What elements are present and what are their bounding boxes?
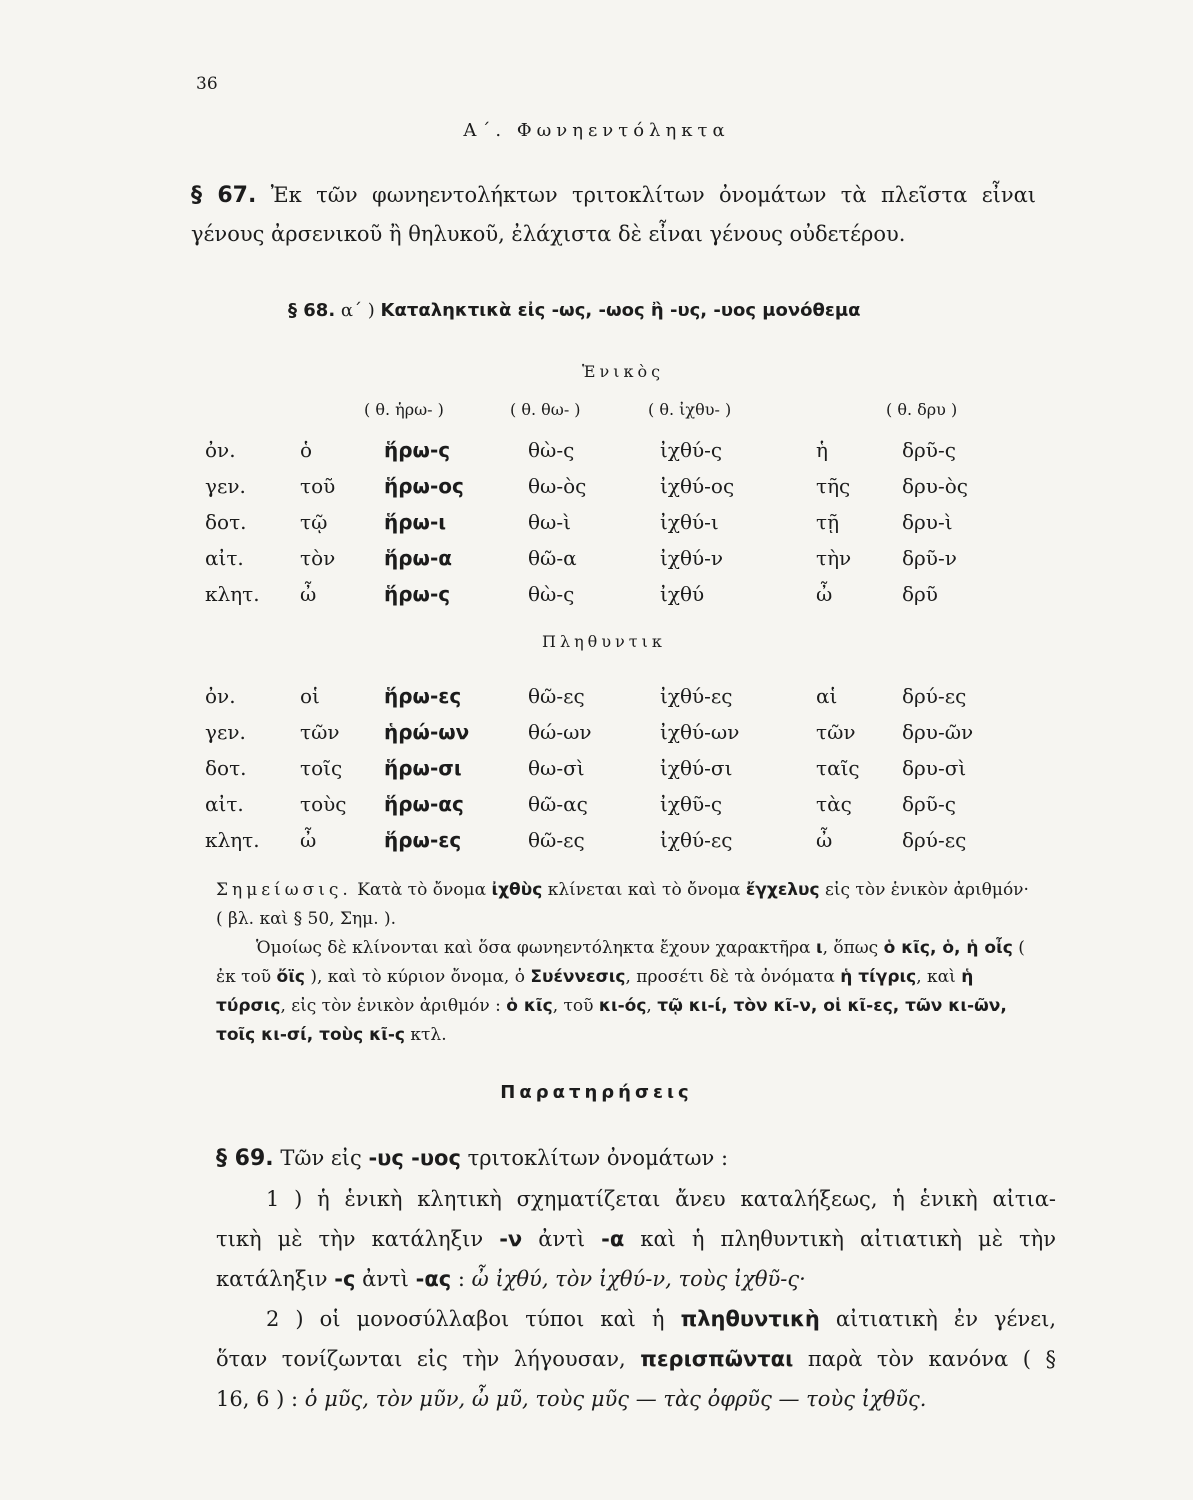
form-drys: δρῦ-ν <box>902 546 957 570</box>
form-thos: θὼ-ς <box>528 582 575 606</box>
form-drys: δρυ-ὸς <box>902 474 968 498</box>
form-thos: θῶ-α <box>528 546 577 570</box>
form-ichthys: ἰχθῦ-ς <box>660 792 723 816</box>
note-text: Ὁμοίως δὲ κλίνονται καὶ ὅσα φωνηεντόληκτα ἔχουν χαρακτῆρα <box>256 938 811 958</box>
p69-line <box>216 1339 1056 1379</box>
form-heros: ἥρω-ι <box>384 510 447 534</box>
theme-drys: ( θ. δρυ ) <box>886 400 958 419</box>
note-word: ἔγχελυς <box>745 880 820 900</box>
p69-text: 2 ) οἱ μονοσύλλαβοι τύποι καὶ ἡ <box>266 1307 665 1331</box>
p69-text: 1 ) ἡ ἑνικὴ κλητικὴ σχηματίζεται ἄνευ καταλήξεως, ἡ ἑνικὴ αἰτια- <box>266 1187 1056 1211</box>
p69-ending: -ς <box>334 1267 356 1291</box>
p69-line <box>216 1219 1056 1259</box>
theme-heros: ( θ. ἡρω- ) <box>364 400 444 419</box>
article-fem: τῶν <box>816 720 856 744</box>
p69-text: τριτοκλίτων ὀνομάτων : <box>467 1146 729 1170</box>
article-fem: ὦ <box>816 828 833 852</box>
form-drys: δρύ-ες <box>902 828 967 852</box>
article-fem: αἱ <box>816 684 838 708</box>
form-ichthys: ἰχθύ-ες <box>660 828 733 852</box>
note-word: ἡ τύρσις <box>216 967 974 1016</box>
note-paragraph-2 <box>216 934 1036 1050</box>
form-ichthys: ἰχθύ-ες <box>660 684 733 708</box>
form-ichthys: ἰχθύ <box>660 582 705 606</box>
article: ὁ <box>300 438 313 462</box>
form-thos: θῶ-ες <box>528 684 585 708</box>
note-text: ( ἐκ τοῦ <box>216 938 1025 987</box>
note-word: ἡ τίγρις <box>840 967 917 987</box>
form-drys: δρῦ-ς <box>902 438 956 462</box>
theme-thos: ( θ. θω- ) <box>510 400 581 419</box>
section-number: § 67. <box>191 183 257 208</box>
form-drys: δρῦ-ς <box>902 792 956 816</box>
case-label: κλητ. <box>205 828 260 852</box>
article-fem: τὰς <box>816 792 852 816</box>
note-word: Συέννεσις <box>530 967 626 987</box>
form-thos: θώ-ων <box>528 720 592 744</box>
plural-title: Πληθυντικ <box>542 632 666 651</box>
article: τοὺς <box>300 792 347 816</box>
form-ichthys: ἰχθύ-ι <box>660 510 719 534</box>
form-thos: θω-σὶ <box>528 756 585 780</box>
p69-text: ἀντὶ <box>538 1227 586 1251</box>
note-text: κτλ. <box>410 1025 447 1045</box>
case-label: ὀν. <box>205 684 236 708</box>
subsection-label: α΄ ) <box>340 300 375 321</box>
article: οἱ <box>300 684 320 708</box>
form-ichthys: ἰχθύ-ς <box>660 438 723 462</box>
case-label: κλητ. <box>205 582 260 606</box>
singular-title: Ἑνικὸς <box>582 362 665 381</box>
p69-ending: -υς -υος <box>368 1146 461 1170</box>
theme-ichthys: ( θ. ἰχθυ- ) <box>648 400 732 419</box>
p69-line <box>216 1259 1056 1299</box>
note-word: ἰχθὺς <box>491 880 543 900</box>
note-text: κλίνεται καὶ τὸ ὄνομα <box>547 880 741 900</box>
case-label: γεν. <box>205 474 246 498</box>
form-heros: ἥρω-ες <box>384 684 462 708</box>
case-label: ὀν. <box>205 438 236 462</box>
note-text: Κατὰ τὸ ὄνομα <box>357 880 487 900</box>
paragraph-69 <box>216 1138 1056 1419</box>
section-number: § 68. <box>288 300 336 321</box>
note-paragraph <box>216 876 1036 934</box>
p69-example: ὦ ἰχθύ, τὸν ἰχθύ-ν, τοὺς ἰχθῦ-ς· <box>471 1267 806 1291</box>
form-ichthys: ἰχθύ-ν <box>660 546 724 570</box>
case-label: δοτ. <box>205 756 247 780</box>
p69-text: 16, 6 ) : <box>216 1387 299 1411</box>
case-label: αἰτ. <box>205 546 244 570</box>
section-number: § 69. <box>216 1146 274 1171</box>
p69-line <box>216 1379 1056 1419</box>
article: τὸν <box>300 546 336 570</box>
case-label: δοτ. <box>205 510 247 534</box>
note-label: Σημείωσις. <box>216 880 352 900</box>
p69-text: καὶ ἡ πληθυντικὴ αἰτιατικὴ μὲ τὴν <box>640 1227 1056 1251</box>
article-fem: ἡ <box>816 438 828 462</box>
p69-example: ὁ μῦς, τὸν μῦν, ὦ μῦ, τοὺς μῦς — τὰς ὀφρῦς — τοὺς ἰχθῦς. <box>304 1387 927 1411</box>
page-number: 36 <box>196 74 218 94</box>
p69-text: κατάληξιν <box>216 1267 328 1291</box>
form-heros: ἥρω-ος <box>384 474 464 498</box>
paragraph-68-heading <box>288 300 861 321</box>
note-text: ), καὶ τὸ κύριον ὄνομα, ὁ <box>310 967 525 987</box>
note-word: ὁ κῖς, ὁ, ἡ οἶς <box>883 938 1013 958</box>
case-label: γεν. <box>205 720 246 744</box>
article: τῶν <box>300 720 340 744</box>
paragraph-67 <box>191 176 1036 253</box>
note-word: κι-ός <box>598 996 647 1016</box>
observations-title: Παρατηρήσεις <box>500 1082 693 1103</box>
p69-ending: -ας <box>415 1267 452 1291</box>
article: ὦ <box>300 828 317 852</box>
form-thos: θω-ὶ <box>528 510 571 534</box>
form-drys: δρυ-σὶ <box>902 756 967 780</box>
note-text: , εἰς τὸν ἑνικὸν ἀριθμόν : <box>280 996 501 1016</box>
article: τοῖς <box>300 756 343 780</box>
article-fem: τῆς <box>816 474 851 498</box>
subsection-title: Καταληκτικὰ εἰς -ως, -ωος ἢ -υς, -υος μονόθεμα <box>380 300 861 321</box>
case-label: αἰτ. <box>205 792 244 816</box>
article: τῷ <box>300 510 328 534</box>
note-text: , τοῦ <box>552 996 594 1016</box>
note-text: , <box>646 996 652 1016</box>
form-thos: θῶ-ας <box>528 792 588 816</box>
section-heading-a: Α΄. Φωνηεντόληκτα <box>463 120 730 141</box>
p69-text: Τῶν εἰς <box>280 1146 362 1170</box>
form-heros: ἥρω-α <box>384 546 452 570</box>
form-thos: θῶ-ες <box>528 828 585 852</box>
p69-text: : <box>457 1267 465 1291</box>
form-drys: δρύ-ες <box>902 684 967 708</box>
form-ichthys: ἰχθύ-ων <box>660 720 740 744</box>
p69-text: ὅταν τονίζωνται εἰς τὴν λήγουσαν, <box>216 1347 626 1371</box>
article-fem: ταῖς <box>816 756 860 780</box>
form-ichthys: ἰχθύ-ος <box>660 474 735 498</box>
p69-line <box>216 1299 1056 1339</box>
p69-ending: -α <box>601 1227 625 1251</box>
form-heros: ἥρω-σι <box>384 756 462 780</box>
p69-text: αἰτιατικὴ ἐν γένει, <box>835 1307 1056 1331</box>
article: ὦ <box>300 582 317 606</box>
form-heros: ἥρω-ες <box>384 828 462 852</box>
form-drys: δρῦ <box>902 582 938 606</box>
article-fem: τῇ <box>816 510 840 534</box>
p69-ending: -ν <box>499 1227 523 1251</box>
p69-line <box>216 1138 1056 1179</box>
form-drys: δρυ-ῶν <box>902 720 974 744</box>
p69-term: πληθυντικὴ <box>680 1307 820 1331</box>
note-text: εἰς τὸν ἑνικὸν ἀριθμόν· ( βλ. καὶ § 50, Σημ. ). <box>216 880 1029 929</box>
article: τοῦ <box>300 474 336 498</box>
form-heros: ἥρω-ας <box>384 792 464 816</box>
form-ichthys: ἰχθύ-σι <box>660 756 733 780</box>
note-word: ι <box>815 938 823 958</box>
article-fem: ὦ <box>816 582 833 606</box>
form-drys: δρυ-ὶ <box>902 510 953 534</box>
note-word: τῷ κι-ί, τὸν κῖ-ν, οἱ κῖ-ες, τῶν κι-ῶν, τοῖς κι-σί, τοὺς κῖ-ς <box>216 996 1007 1045</box>
note-word: ὄϊς <box>276 967 305 987</box>
note-text: , ὅπως <box>822 938 879 958</box>
p69-text: ἀντὶ <box>362 1267 409 1291</box>
form-thos: θω-ὸς <box>528 474 587 498</box>
note-text: , προσέτι δὲ τὰ ὀνόματα <box>625 967 835 987</box>
form-heros: ἡρώ-ων <box>384 720 470 744</box>
form-heros: ἥρω-ς <box>384 438 451 462</box>
p69-term: περισπῶνται <box>640 1347 794 1371</box>
paragraph-text: Ἐκ τῶν φωνηεντολήκτων τριτοκλίτων ὀνομάτων τὰ πλεῖστα εἶναι γένους ἀρσενικοῦ ἢ θηλυκοῦ, ἐλάχιστα δὲ εἶναι γένους οὐδετέρου. <box>191 183 1036 246</box>
article-fem: τὴν <box>816 546 852 570</box>
note-word: ὁ κῖς <box>506 996 553 1016</box>
p69-line <box>216 1179 1056 1219</box>
p69-text: παρὰ τὸν κανόνα ( § <box>807 1347 1056 1371</box>
p69-text: τικὴ μὲ τὴν κατάληξιν <box>216 1227 484 1251</box>
form-heros: ἥρω-ς <box>384 582 451 606</box>
form-thos: θὼ-ς <box>528 438 575 462</box>
note-text: , καὶ <box>916 967 956 987</box>
